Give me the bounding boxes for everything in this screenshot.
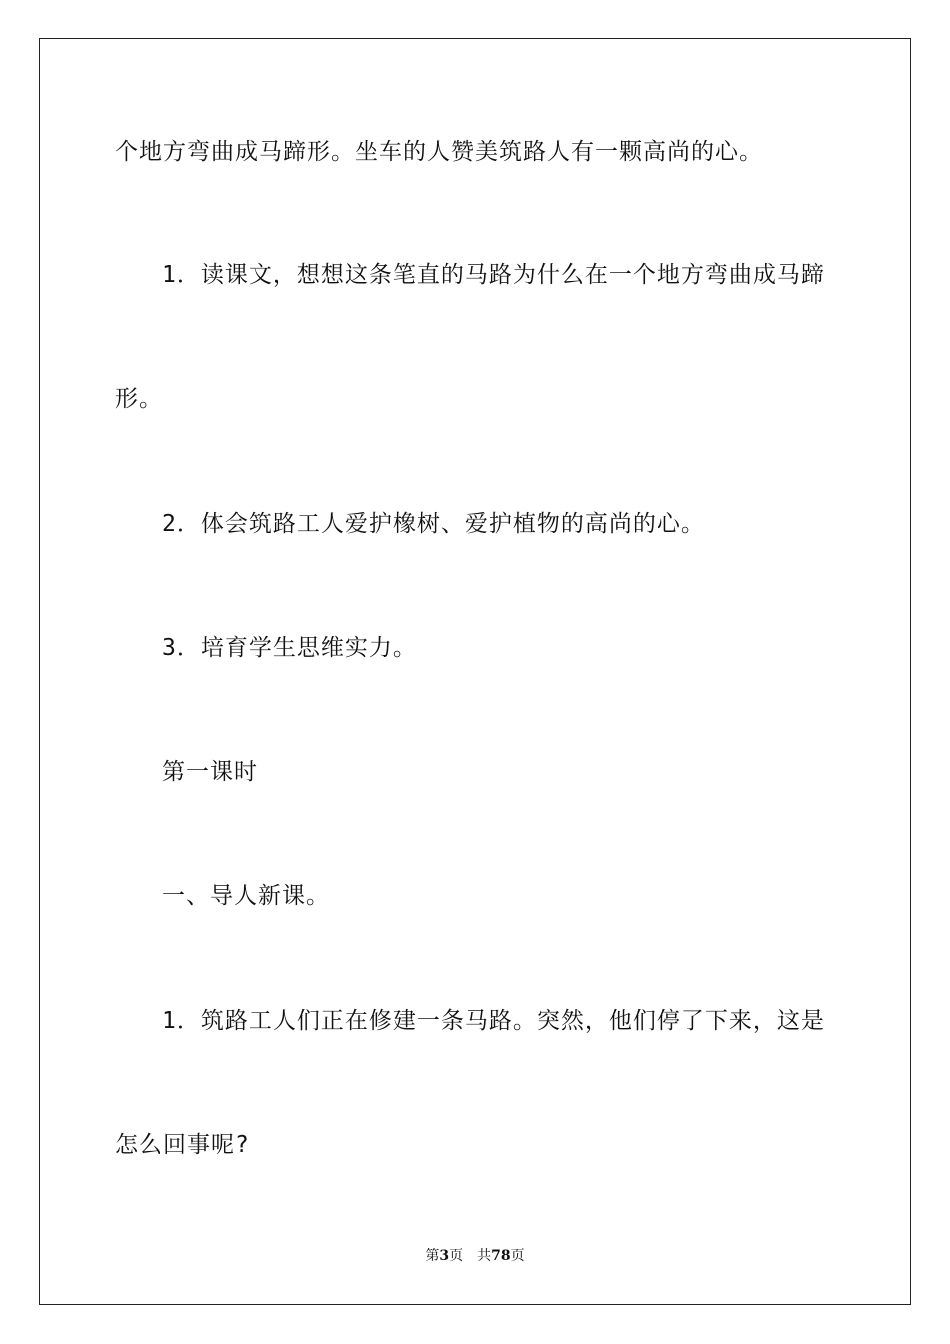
total-prefix: 共 bbox=[477, 1248, 492, 1264]
total-pages: 78 bbox=[491, 1248, 511, 1264]
text-line-7: 一、导人新课。 bbox=[162, 883, 330, 909]
page-prefix: 第 bbox=[425, 1248, 440, 1264]
text-line-4: 2．体会筑路工人爱护橡树、爱护植物的高尚的心。 bbox=[162, 511, 705, 537]
page-suffix: 页 bbox=[449, 1248, 464, 1264]
text-line-2: 1．读课文，想想这条笔直的马路为什么在一个地方弯曲成马蹄 bbox=[162, 262, 825, 288]
page-number: 3 bbox=[439, 1248, 450, 1264]
section-heading: 第一课时 bbox=[162, 759, 258, 785]
text-line-1: 个地方弯曲成马蹄形。坐车的人赞美筑路人有一颗高尚的心。 bbox=[115, 139, 763, 165]
text-line-9: 怎么回事呢? bbox=[115, 1132, 250, 1158]
text-line-3: 形。 bbox=[115, 386, 163, 412]
page-frame bbox=[39, 38, 911, 1305]
page-footer bbox=[0, 1246, 950, 1266]
text-line-5: 3．培育学生思维实力。 bbox=[162, 635, 417, 661]
text-line-8: 1．筑路工人们正在修建一条马路。突然，他们停了下来，这是 bbox=[162, 1008, 825, 1034]
total-suffix: 页 bbox=[510, 1248, 525, 1264]
